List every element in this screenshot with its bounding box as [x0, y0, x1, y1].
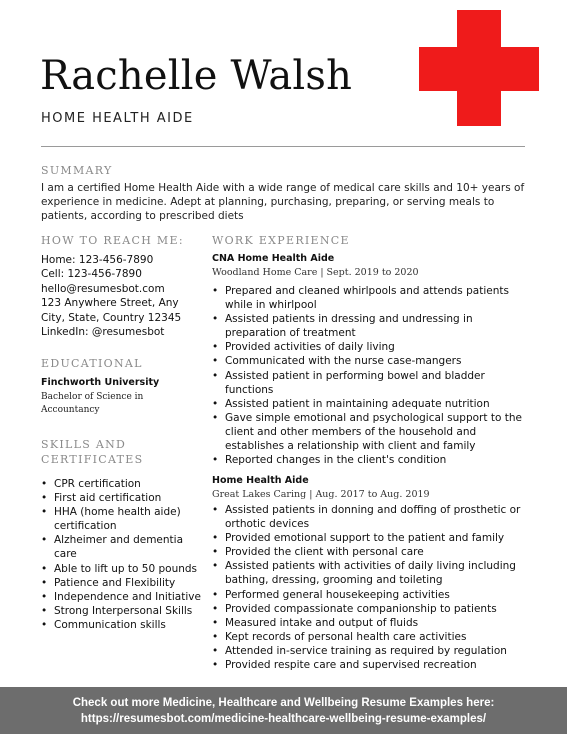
duty-item: • Provided compassionate companionship to patients	[212, 602, 532, 616]
job-2-duties	[212, 503, 532, 672]
skill-item: • First aid certification	[41, 491, 206, 505]
skill-item: • Alzheimer and dementia care	[41, 533, 206, 561]
experience-heading: WORK EXPERIENCE	[212, 234, 350, 247]
summary-heading: SUMMARY	[41, 164, 113, 177]
duty-item: • Assisted patients with activities of daily living including bathing, dressing, grooming and toileting	[212, 559, 532, 587]
job-1-meta: Woodland Home Care | Sept. 2019 to 2020	[212, 267, 419, 278]
skills-heading-line2: CERTIFICATES	[41, 453, 144, 466]
contact-cell-phone: Cell: 123-456-7890	[41, 268, 142, 281]
skills-list	[41, 477, 206, 632]
footer-text: Check out more Medicine, Healthcare and Wellbeing Resume Examples here:	[72, 697, 495, 709]
education-school: Finchworth University	[41, 377, 160, 388]
duty-item: • Kept records of personal health care activities	[212, 630, 532, 644]
skill-item: • CPR certification	[41, 477, 206, 491]
education-degree: Bachelor of Science in Accountancy	[41, 392, 144, 415]
duty-item: • Provided the client with personal care	[212, 545, 532, 559]
job-title: HOME HEALTH AIDE	[41, 111, 194, 126]
job-2-title: Home Health Aide	[212, 475, 309, 486]
candidate-name: Rachelle Walsh	[40, 53, 353, 99]
duty-item: • Reported changes in the client's condition	[212, 453, 532, 467]
contact-heading: HOW TO REACH ME:	[41, 234, 184, 247]
duty-item: • Assisted patient in maintaining adequate nutrition	[212, 397, 532, 411]
header-divider	[41, 146, 525, 147]
duty-item: • Performed general housekeeping activities	[212, 588, 532, 602]
skill-item: • Strong Interpersonal Skills	[41, 604, 206, 618]
skill-item: • HHA (home health aide) certification	[41, 505, 206, 533]
education-heading: EDUCATIONAL	[41, 357, 143, 370]
duty-item: • Assisted patients in dressing and undressing in preparation of treatment	[212, 312, 532, 340]
medical-cross-icon	[419, 10, 539, 126]
duty-item: • Attended in-service training as required by regulation	[212, 644, 532, 658]
job-1-duties	[212, 284, 532, 467]
cross-horizontal-bar	[419, 47, 539, 91]
contact-address-line2: City, State, Country 12345	[41, 311, 182, 324]
contact-address-line1: 123 Anywhere Street, Any	[41, 297, 179, 310]
skill-item: • Independence and Initiative	[41, 590, 206, 604]
duty-item: • Assisted patients in donning and doffing of prosthetic or orthotic devices	[212, 503, 532, 531]
contact-email[interactable]: hello@resumesbot.com	[41, 282, 165, 295]
job-2-meta: Great Lakes Caring | Aug. 2017 to Aug. 2019	[212, 489, 430, 500]
duty-item: • Provided emotional support to the patient and family	[212, 531, 532, 545]
skill-item: • Patience and Flexibility	[41, 576, 206, 590]
duty-item: • Provided activities of daily living	[212, 340, 532, 354]
contact-linkedin[interactable]: LinkedIn: @resumesbot	[41, 326, 165, 339]
footer-link[interactable]: https://resumesbot.com/medicine-healthcare-wellbeing-resume-examples/	[80, 713, 487, 725]
skills-heading-line1: SKILLS AND	[41, 438, 127, 451]
duty-item: • Assisted patient in performing bowel and bladder functions	[212, 369, 532, 397]
contact-info	[41, 253, 201, 339]
duty-item: • Gave simple emotional and psychological support to the client and other members of the household and establishes a relationship with client and family	[212, 411, 532, 453]
duty-item: • Provided respite care and supervised recreation	[212, 658, 532, 672]
summary-text: I am a certified Home Health Aide with a wide range of medical care skills and 10+ years of experience in medicine. Adept at planning, purchasing, preparing, or serving meals to patients, according to prescribed diets	[41, 182, 525, 223]
footer-banner	[0, 687, 567, 734]
duty-item: • Communicated with the nurse case-mangers	[212, 354, 532, 368]
duty-item: • Prepared and cleaned whirlpools and attends patients while in whirlpool	[212, 284, 532, 312]
skill-item: • Communication skills	[41, 618, 206, 632]
job-1-title: CNA Home Health Aide	[212, 253, 335, 264]
skill-item: • Able to lift up to 50 pounds	[41, 562, 206, 576]
duty-item: • Measured intake and output of fluids	[212, 616, 532, 630]
contact-home-phone: Home: 123-456-7890	[41, 254, 154, 266]
